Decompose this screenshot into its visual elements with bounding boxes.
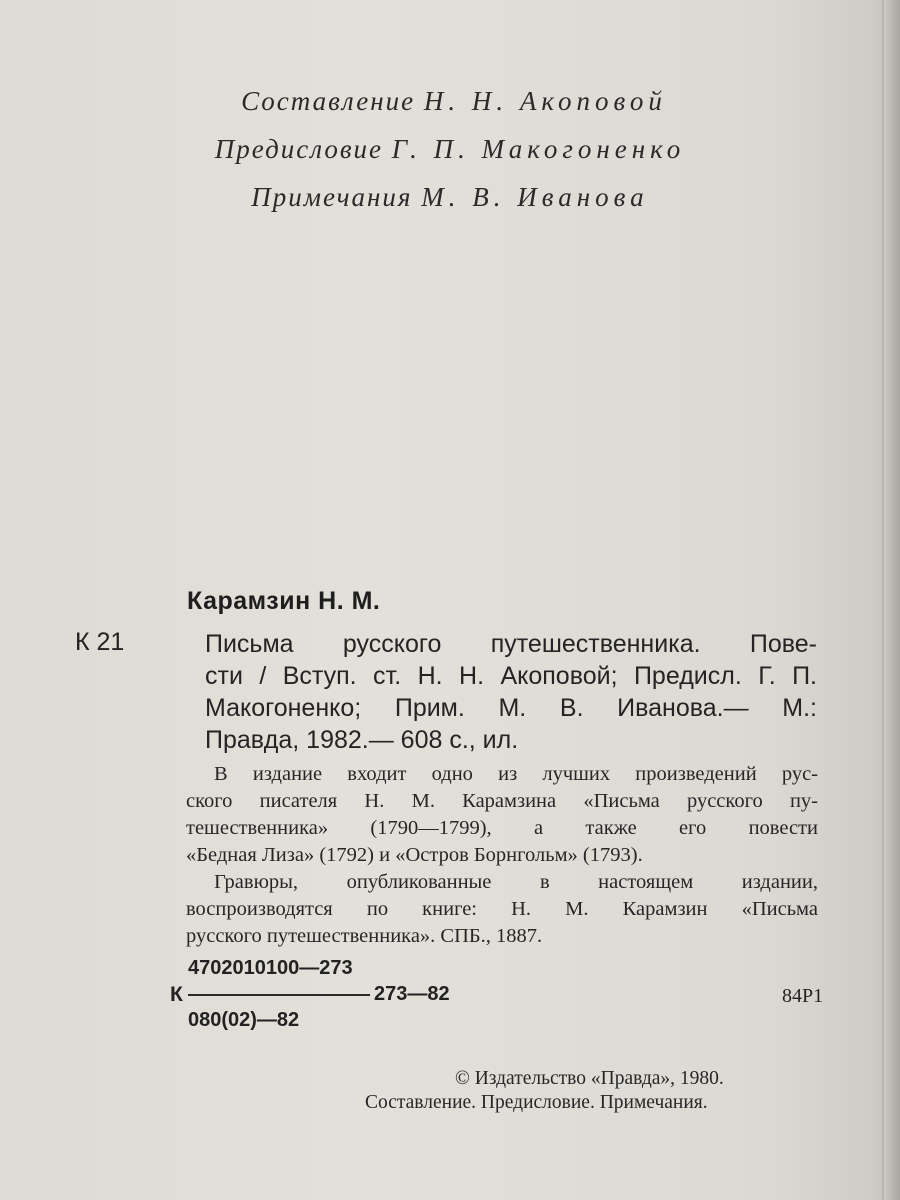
annotation-line: русского путешественника». СПБ., 1887.	[186, 925, 543, 947]
credit-role: Составление	[241, 86, 416, 116]
credit-person: Г. П. Макогоненко	[391, 134, 686, 164]
catalog-entry	[205, 628, 817, 756]
entry-line: Макогоненко; Прим. М. В. Иванова.— М.:	[205, 694, 817, 722]
credit-person: Н. Н. Акоповой	[423, 86, 667, 116]
annotation-line: воспроизводятся по книге: Н. М. Карамзин «Письма	[186, 898, 818, 920]
entry-line: сти / Вступ. ст. Н. Н. Акоповой; Предисл. Г. П.	[205, 662, 817, 690]
entry-line: Правда, 1982.— 608 с., ил.	[205, 726, 519, 754]
credit-preface	[0, 134, 900, 165]
classification-code-letter: К	[170, 983, 183, 1006]
entry-line: Письма русского путешественника. Пове-	[205, 630, 817, 658]
classification-fraction-rule	[188, 994, 370, 996]
classification-code-bottom: 080(02)—82	[188, 1009, 300, 1031]
annotation-line: ского писателя Н. М. Карамзина «Письма русского пу-	[186, 790, 818, 812]
credit-notes	[0, 182, 900, 213]
annotation-line: тешественника» (1790—1799), а также его повести	[186, 817, 818, 839]
catalog-annotation	[186, 761, 818, 950]
credit-compilation	[0, 86, 900, 117]
annotation-line: Гравюры, опубликованные в настоящем издании,	[214, 871, 818, 893]
classification-code-middle: 273—82	[374, 983, 450, 1005]
annotation-line: «Бедная Лиза» (1792) и «Остров Борнгольм» (1793).	[186, 844, 643, 866]
catalog-index: К 21	[75, 628, 125, 656]
catalog-author: Карамзин Н. М.	[187, 587, 381, 615]
classification-code-right: 84Р1	[782, 985, 824, 1007]
page-edge-shadow	[884, 0, 900, 1200]
credit-person: М. В. Иванова	[421, 182, 649, 212]
page-edge-line	[882, 0, 884, 1200]
copyright-scope: Составление. Предисловие. Примечания.	[365, 1092, 708, 1113]
credit-role: Предисловие	[214, 134, 384, 164]
classification-code-top: 4702010100—273	[188, 957, 353, 979]
copyright-line: © Издательство «Правда», 1980.	[455, 1068, 724, 1089]
credit-role: Примечания	[251, 182, 413, 212]
annotation-line: В издание входит одно из лучших произведений рус-	[214, 763, 818, 785]
